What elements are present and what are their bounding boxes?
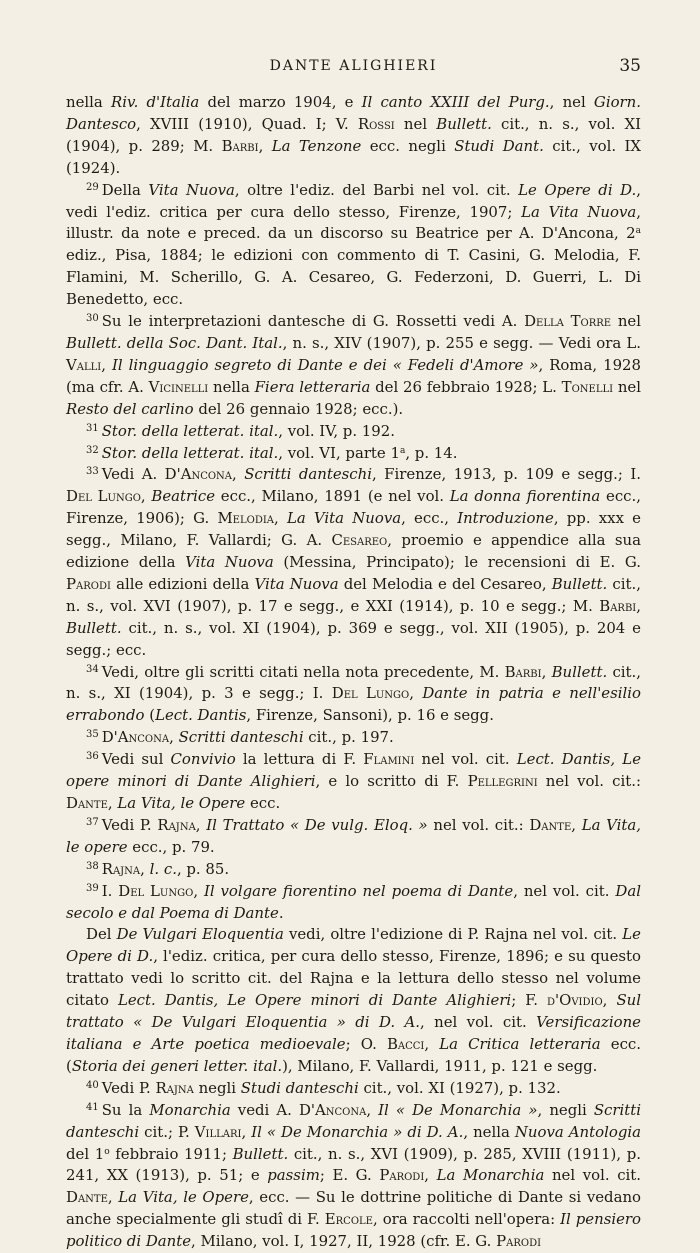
italic-title: Introduzione (457, 509, 554, 528)
text-run: ), Milano, F. Vallardi, 1911, p. 121 e segg. (282, 1056, 598, 1075)
text-run: , (541, 662, 552, 681)
text-run: ecc. ( (66, 1034, 641, 1075)
text-run: , nel vol. cit. (419, 1013, 537, 1032)
text-run: del 26 febbraio 1928; L. (370, 377, 562, 396)
author-name: D'Ancona (101, 728, 170, 747)
text-run: , (140, 487, 152, 506)
italic-title: Vita Nuova (254, 574, 339, 593)
footnote (66, 1100, 641, 1253)
italic-title: Nuova Antologia (514, 1122, 641, 1141)
text-run: vedi A. (230, 1100, 299, 1119)
italic-title: Bullett. (436, 114, 492, 133)
italic-title: Fiera letteraria (254, 377, 371, 396)
italic-title: Bullett. (66, 618, 122, 637)
text-run: negli (193, 1078, 241, 1097)
text-run: , (274, 509, 287, 528)
text-run: , vol. IV, p. 192. (278, 421, 395, 440)
author-name: Parodi (66, 574, 111, 593)
footnote-number: 29 (86, 181, 99, 193)
italic-title: La Vita Nuova (521, 202, 637, 221)
italic-title: La Critica letteraria (439, 1034, 601, 1053)
text-run: , (424, 1034, 440, 1053)
author-name: Rajna (157, 815, 196, 834)
author-name: Cesareo (331, 531, 388, 550)
text-run: , XVIII (1910), Quad. I; V. (136, 114, 358, 133)
italic-title: Lect. Dantis, Le Opere minori di Dante Alighieri (117, 991, 512, 1010)
text-run: nella (66, 93, 111, 111)
footnote (66, 180, 641, 311)
text-run: , (101, 355, 112, 374)
italic-title: Il volgare fiorentino nel poema di Dante (203, 881, 514, 900)
text-run: cit., p. 197. (303, 728, 394, 747)
italic-title: Beatrice (151, 487, 216, 506)
author-name: d'Ovidio (547, 991, 603, 1010)
italic-title: La Monarchia (436, 1166, 545, 1185)
footnote (66, 924, 641, 1077)
text-run: del marzo 1904, e (199, 93, 362, 111)
text-run: , (409, 684, 423, 703)
text-run: nel vol. cit.: (537, 772, 641, 791)
text-run: , (366, 1100, 379, 1119)
text-run: , e lo scritto di F. (315, 772, 468, 791)
text-run: cit., n. s., XI (1904), p. 3 e segg.; I. (66, 662, 642, 703)
author-name: Valli (66, 355, 102, 374)
italic-title: Scritti danteschi (66, 1100, 642, 1141)
italic-title: Stor. della letterat. ital. (101, 421, 279, 440)
footnote (66, 815, 641, 859)
footnote-number: 39 (86, 882, 99, 894)
text-run: , illustr. da note e preced. da un discorso su Beatrice per A. D'Ancona, 2 (66, 202, 641, 243)
text-run: , (424, 1166, 437, 1185)
text-run: , vedi l'ediz. critica per cura dello stesso, Firenze, 1907; (66, 180, 641, 221)
footnote (66, 662, 641, 728)
author-name: Parodi (496, 1232, 542, 1251)
text-run: ecc., Firenze, 1906); G. (66, 487, 641, 528)
italic-title: l. c. (149, 859, 177, 878)
italic-title: Resto del carlino (66, 399, 194, 418)
text-run: ediz., Pisa, 1884; le edizioni con commento di T. Casini, G. Melodia, F. Flamini, M. Scherillo, G. A. Cesareo, G. Federzoni, D. Guerri, L. Di Benedetto, ecc. (66, 246, 641, 309)
author-name: Rajna (101, 859, 141, 878)
text-run: Del (86, 925, 117, 944)
author-name: Rossi (357, 114, 395, 133)
italic-title: passim (267, 1166, 320, 1185)
italic-title: Storia dei generi letter. ital. (71, 1056, 283, 1075)
footnote (66, 859, 641, 881)
footnote-number: 31 (86, 422, 99, 434)
author-name: Parodi (379, 1166, 425, 1185)
footnote-number: 40 (86, 1079, 99, 1091)
text-run: , (107, 794, 118, 812)
italic-title: Vita Nuova (148, 180, 235, 199)
text-run: , ecc. — Su le dottrine politiche di Dante si vedano anche specialmente gli studî di F. (66, 1188, 642, 1229)
italic-title: Le Opere di D. (518, 180, 637, 199)
author-name: Villari (194, 1122, 242, 1141)
author-name: Vicinelli (148, 377, 209, 396)
text-run: Vedi P. (101, 815, 158, 834)
text-run: , p. 14. (405, 443, 458, 462)
text-run: , n. s., XIV (1907), p. 255 e segg. — Vedi ora L. (282, 333, 642, 352)
text-run: , Firenze, 1913, p. 109 e segg.; I. (371, 465, 641, 484)
text-run: , nel (549, 93, 594, 111)
text-run: Su le interpretazioni dantesche di G. Rossetti vedi A. (101, 312, 525, 331)
text-run: nel (611, 312, 642, 331)
text-run: , Roma, 1928 (ma cfr. A. (66, 355, 641, 396)
italic-title: La Tenzone (271, 136, 362, 155)
text-run: cit., n. s., vol. XI (1904), p. 369 e segg., vol. XII (1905), p. 204 e segg.; ecc. (66, 618, 641, 659)
author-name: Barbi (221, 136, 259, 155)
author-name: Dante (66, 1188, 108, 1207)
italic-title: Bullett. (551, 574, 608, 593)
footnote-number: 38 (86, 860, 99, 872)
text-run: , negli (537, 1100, 594, 1119)
footnote (66, 727, 641, 749)
text-run: , (107, 1188, 119, 1207)
text-run: del 1 (66, 1144, 105, 1163)
text-run: Vedi A. (101, 465, 165, 484)
text-run: nella (208, 377, 255, 396)
text-run: ; F. (511, 991, 547, 1010)
text-run: ; E. G. (319, 1166, 380, 1185)
italic-title: La Vita Nuova (286, 509, 402, 528)
footnote-number: 41 (86, 1101, 99, 1113)
text-run: , nella (463, 1122, 515, 1141)
text-run: Vedi P. (101, 1078, 156, 1097)
italic-title: Versificazione italiana e Arte poetica medioevale (66, 1013, 641, 1053)
text-run: I. (101, 881, 119, 900)
italic-title: Convivio (170, 750, 236, 769)
footnote-number: 32 (86, 444, 99, 456)
text-run: la lettura di F. (235, 750, 364, 769)
text-run: Su la (101, 1100, 150, 1119)
page-header (66, 58, 641, 80)
author-name: Ercole (324, 1210, 373, 1229)
italic-title: Vita Nuova (185, 553, 274, 572)
footnote (66, 311, 641, 421)
text-run: del 26 gennaio 1928; ecc.). (193, 399, 404, 418)
text-run: , proemio e appendice alla sua edizione della (66, 531, 641, 572)
italic-title: Studi Dant. (454, 136, 544, 155)
italic-title: La Vita, le opere (66, 815, 642, 856)
italic-title: La Vita, le Opere (117, 794, 246, 812)
text-run: Vedi, oltre gli scritti citati nella nota precedente, M. (101, 662, 505, 681)
italic-title: Il linguaggio segreto di Dante e dei « Fedeli d'Amore » (111, 355, 539, 374)
author-name: Rajna (155, 1078, 194, 1097)
text-run: , oltre l'ediz. del Barbi nel vol. cit. (234, 180, 519, 199)
italic-title: Lect. Dantis, Le opere minori di Dante Alighieri (66, 750, 642, 791)
footnote-number: 30 (86, 313, 99, 325)
author-name: Flamini (363, 750, 415, 769)
text-run: , (195, 815, 207, 834)
text-run: cit., n. s., XVI (1909), p. 285, XVIII (1911), p. 241, XX (1913), p. 51; e (66, 1144, 641, 1185)
text-run: nel vol. cit. (414, 750, 517, 769)
author-name: Della Torre (524, 312, 612, 331)
text-run: , (140, 859, 150, 878)
italic-title: Lect. Dantis (155, 706, 247, 725)
italic-title: Bullett. (551, 662, 608, 681)
italic-title: La Vita, le Opere (118, 1188, 249, 1207)
text-run: nel vol. cit.: (427, 815, 530, 834)
text-run: , (169, 728, 179, 747)
author-name: Melodia (217, 509, 275, 528)
author-name: Dante (529, 815, 572, 834)
italic-title: Dante in patria e nell'esilio errabondo (66, 684, 641, 725)
author-name: Del Lungo (66, 487, 141, 506)
text-run: ( (144, 706, 156, 725)
text-run: , (571, 815, 582, 834)
author-name: D'Ancona (164, 465, 233, 484)
footnote (66, 92, 641, 180)
text-run: , (241, 1122, 252, 1141)
author-name: Del Lungo (118, 881, 194, 900)
author-name: Barbi (599, 596, 637, 615)
italic-title: Il « De Monarchia » (378, 1100, 538, 1119)
italic-title: Studi danteschi (240, 1078, 359, 1097)
text-run: , (258, 136, 272, 155)
footnote-number: 34 (86, 663, 99, 675)
text-run: , ecc., (401, 509, 458, 528)
italic-title: Scritti danteschi (244, 465, 372, 484)
italic-title: Scritti danteschi (178, 728, 304, 747)
text-run: ecc., p. 79. (127, 837, 215, 856)
text-run: vedi, oltre l'edizione di P. Rajna nel vol. cit. (283, 925, 623, 944)
italic-title: De Vulgari Eloquentia (116, 925, 284, 944)
text-run: del Melodia e del Cesareo, (338, 574, 552, 593)
text-run: a (399, 445, 406, 456)
text-run: a (635, 226, 641, 237)
footnotes (66, 92, 641, 1253)
text-run: nel (394, 114, 437, 133)
italic-title: Dal secolo e dal Poema di Dante (66, 881, 642, 922)
footnote (66, 443, 641, 465)
text-run: (Messina, Principato); le recensioni di E. G. (273, 553, 641, 572)
italic-title: Bullett. della Soc. Dant. Ital. (66, 333, 283, 352)
italic-title: Bullett. (232, 1144, 289, 1163)
text-run: Vedi sul (101, 750, 171, 769)
author-name: Del Lungo (331, 684, 410, 703)
text-run: nel (613, 377, 642, 396)
text-run: , l'ediz. critica, per cura dello stesso, Firenze, 1896; e su questo trattato vedi lo scritto cit. del Rajna e la lettura dello stesso nel volume citato (66, 947, 641, 1010)
footnote-number: 37 (86, 816, 99, 828)
text-run: ecc. (245, 794, 281, 812)
italic-title: Le Opere di D. (66, 925, 641, 966)
text-run: , ora raccolti nell'opera: (372, 1210, 561, 1229)
text-run: , (193, 881, 204, 900)
running-head: DANTE ALIGHIERI (269, 58, 438, 74)
text-run: , (232, 465, 245, 484)
footnote-number: 33 (86, 466, 99, 478)
text-run: o (104, 1146, 110, 1157)
author-name: Barbi (504, 662, 542, 681)
italic-title: Il pensiero politico di Dante (66, 1210, 641, 1251)
footnote (66, 421, 641, 443)
italic-title: Il Trattato « De vulg. Eloq. » (206, 815, 428, 834)
text-run: alle edizioni della (110, 574, 255, 593)
text-run: , pp. xxx e segg., Milano, F. Vallardi; G. A. (66, 509, 641, 550)
text-run: ; O. (345, 1034, 387, 1053)
footnote (66, 1078, 641, 1100)
footnote-number: 36 (86, 751, 99, 763)
italic-title: Monarchia (149, 1100, 231, 1119)
text-run: cit.; P. (139, 1122, 195, 1141)
text-run: Della (101, 180, 149, 199)
italic-title: Riv. d'Italia (110, 93, 200, 111)
text-run: cit., n. s., vol. XI (1904), p. 289; M. (66, 114, 641, 155)
text-run: , Firenze, Sansoni), p. 16 e segg. (246, 706, 494, 725)
italic-title: Il canto XXIII del Purg. (361, 93, 550, 111)
footnote-number: 35 (86, 729, 99, 741)
author-name: Bacci (386, 1034, 425, 1053)
italic-title: La donna fiorentina (449, 487, 601, 506)
author-name: Tonelli (561, 377, 614, 396)
text-run: ecc. negli (361, 136, 455, 155)
footnote (66, 464, 641, 661)
text-run: cit., vol. IX (1924). (66, 136, 642, 177)
italic-title: Sul trattato « De Vulgari Eloquentia » di D. A. (66, 991, 641, 1032)
text-run: , (602, 991, 617, 1010)
author-name: Dante (66, 794, 108, 812)
text-run: febbraio 1911; (109, 1144, 233, 1163)
author-name: Pellegrini (467, 772, 538, 791)
text-run: , vol. VI, parte 1 (278, 443, 400, 462)
text-run: cit., n. s., vol. XVI (1907), p. 17 e segg., e XXI (1914), p. 10 e segg.; M. (66, 574, 641, 615)
text-run: , Milano, vol. I, 1927, II, 1928 (cfr. E. G. (191, 1232, 497, 1251)
text-run: , (636, 596, 641, 615)
italic-title: Giorn. Dantesco (66, 93, 641, 133)
text-run: ecc., Milano, 1891 (e nel vol. (215, 487, 450, 506)
italic-title: Il « De Monarchia » di D. A. (251, 1122, 464, 1141)
text-run: , p. 85. (176, 859, 230, 878)
text-run: nel vol. cit. (544, 1166, 642, 1185)
italic-title: Stor. della letterat. ital. (101, 443, 279, 462)
footnote (66, 881, 641, 925)
text-run: cit., vol. XI (1927), p. 132. (358, 1078, 561, 1097)
author-name: D'Ancona (298, 1100, 367, 1119)
page-number: 35 (619, 56, 641, 76)
text-run: , nel vol. cit. (513, 881, 616, 900)
footnote (66, 749, 641, 815)
text-run: . (278, 903, 284, 922)
